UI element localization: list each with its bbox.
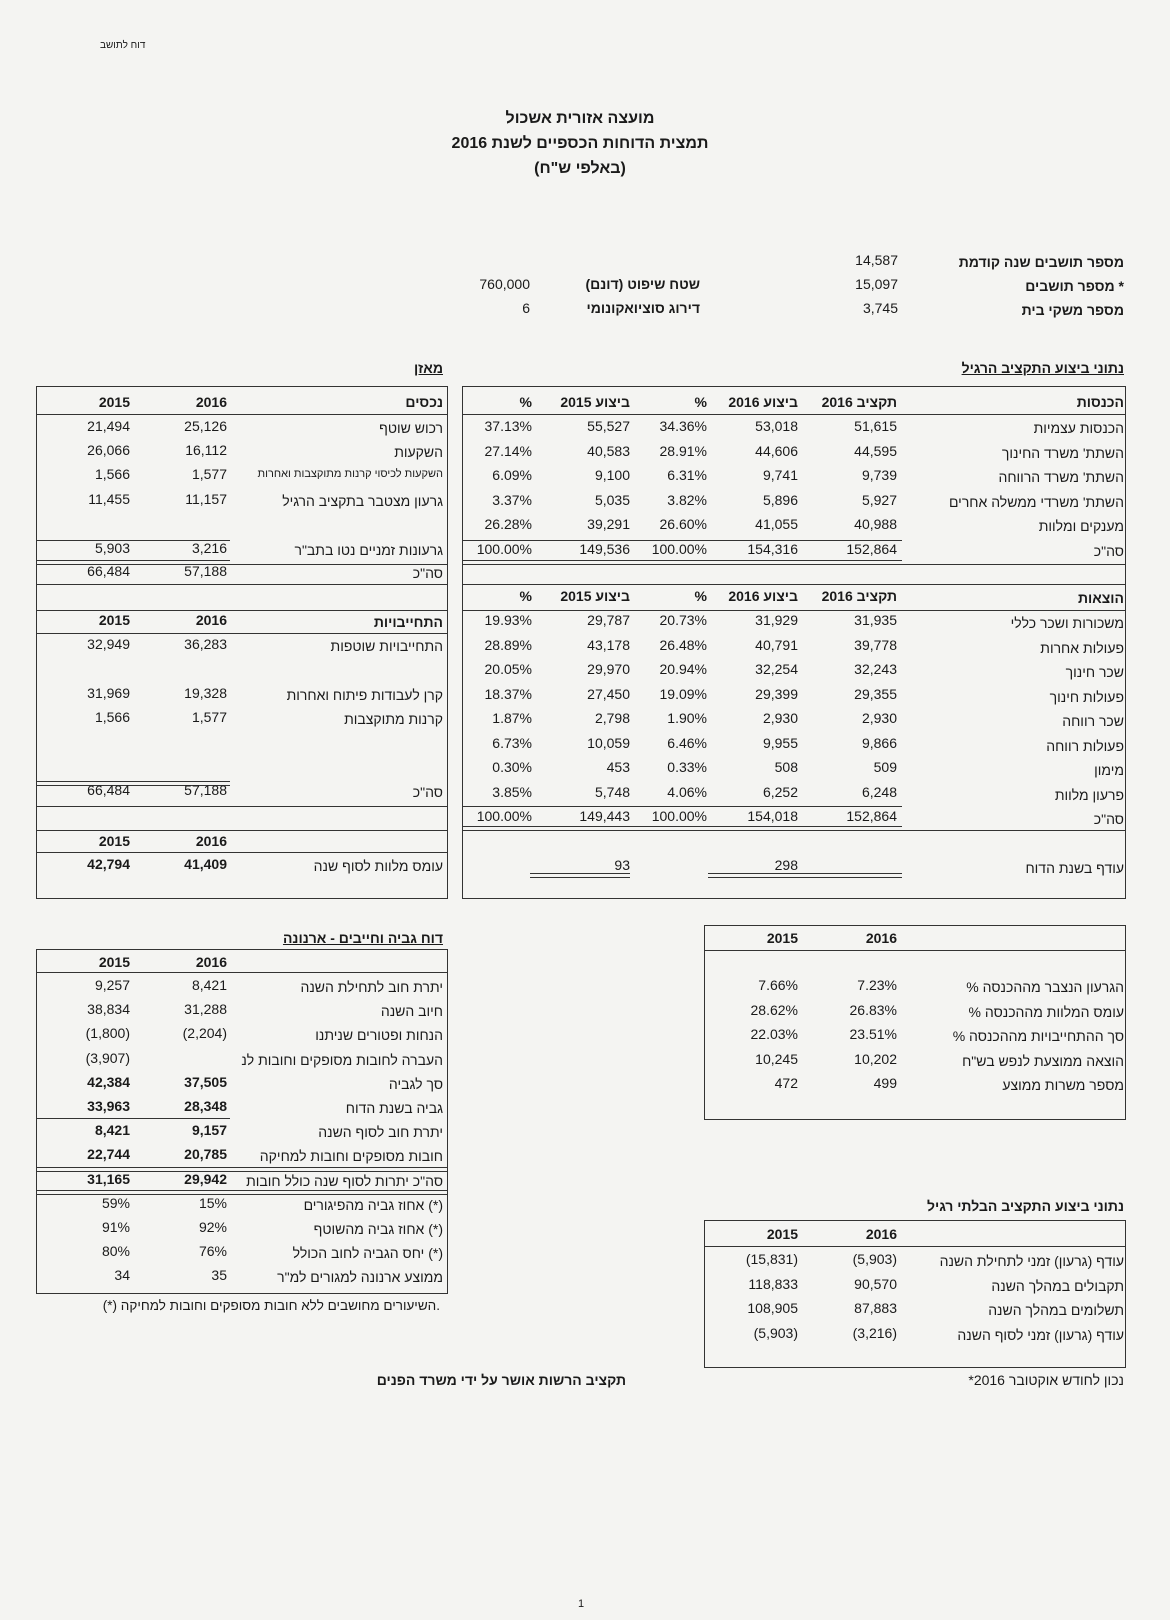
table-cell: 1.87% bbox=[492, 710, 532, 726]
table-cell: 57,188 bbox=[184, 563, 227, 579]
row-label: רכוש שוטף bbox=[379, 420, 443, 436]
table-cell: 31,165 bbox=[87, 1170, 130, 1187]
column-header: 2016 bbox=[865, 930, 897, 946]
table-cell: 10,245 bbox=[755, 1050, 798, 1067]
column-header: תקציב 2016 bbox=[821, 394, 897, 410]
table-cell: 31,288 bbox=[184, 1001, 227, 1018]
row-label: התחייבויות שוטפות bbox=[330, 638, 443, 654]
table-cell: 28,348 bbox=[184, 1098, 227, 1114]
column-header: 2015 bbox=[766, 930, 798, 946]
general-label: מספר תושבים שנה קודמת bbox=[958, 254, 1124, 270]
row-label: סך לגביה bbox=[388, 1075, 443, 1092]
table-cell: 152,864 bbox=[846, 540, 897, 557]
table-cell: 27,450 bbox=[587, 685, 630, 702]
table-cell: 108,905 bbox=[747, 1300, 798, 1316]
table-cell: 100.00% bbox=[651, 808, 707, 824]
table-cell: 33,963 bbox=[87, 1098, 130, 1114]
table-cell: 39,778 bbox=[854, 636, 897, 653]
table-cell: 499 bbox=[873, 1075, 897, 1091]
table-cell: 20.94% bbox=[659, 661, 707, 677]
table-cell: 3,216 bbox=[191, 540, 227, 556]
row-label: השקעות bbox=[394, 444, 443, 460]
column-header: 2016 bbox=[195, 394, 227, 410]
table-cell: 80% bbox=[101, 1243, 130, 1260]
table-cell: 298 bbox=[774, 857, 798, 873]
table-cell: 7.66% bbox=[758, 977, 798, 993]
column-header: ביצוע 2016 bbox=[728, 588, 798, 604]
table-cell: 44,595 bbox=[854, 442, 897, 459]
row-label: סה"כ bbox=[412, 784, 443, 800]
table-cell: 21,494 bbox=[87, 418, 130, 434]
column-header: 2016 bbox=[195, 954, 227, 970]
column-header: 2015 bbox=[766, 1226, 798, 1242]
table-cell: 6,248 bbox=[861, 783, 897, 800]
row-label: שכר רווחה bbox=[1062, 713, 1124, 729]
table-cell: 37.13% bbox=[484, 418, 532, 434]
table-cell: (5,903) bbox=[753, 1324, 798, 1341]
row-label: עומס מלוות לסוף שנה bbox=[313, 858, 443, 874]
general-value: 14,587 bbox=[855, 252, 898, 268]
table-cell: 34 bbox=[114, 1267, 130, 1284]
table-cell: 19,328 bbox=[184, 685, 227, 701]
table-cell: 39,291 bbox=[587, 516, 630, 532]
column-header: התחייבויות bbox=[373, 614, 443, 630]
row-label: העברה לחובות מסופקים וחובות לנ bbox=[241, 1051, 443, 1068]
table-cell: 1,566 bbox=[94, 709, 130, 725]
row-label: יחס הגביה לחוב הכולל (*) bbox=[292, 1245, 443, 1262]
table-cell: 38,834 bbox=[87, 1001, 130, 1018]
table-cell: 9,739 bbox=[861, 467, 897, 483]
table-cell: 15% bbox=[198, 1194, 227, 1211]
table-cell: 11,157 bbox=[185, 491, 227, 507]
table-cell: 5,035 bbox=[594, 491, 630, 508]
column-header: ביצוע 2016 bbox=[728, 394, 798, 410]
table-cell: 20.05% bbox=[484, 661, 532, 677]
column-header: נכסים bbox=[405, 394, 443, 410]
row-label: גרעון מצטבר בתקציב הרגיל bbox=[282, 493, 443, 509]
table-cell: 29,399 bbox=[755, 685, 798, 702]
column-header: 2016 bbox=[195, 833, 227, 849]
table-cell: 11,455 bbox=[88, 491, 130, 507]
table-cell: 40,791 bbox=[755, 636, 798, 653]
balance-title: מאזן bbox=[413, 360, 443, 376]
table-cell: 6.46% bbox=[667, 734, 707, 751]
column-header: תקציב 2016 bbox=[821, 588, 897, 604]
table-cell: 3.85% bbox=[492, 783, 532, 800]
table-cell: 1,566 bbox=[94, 466, 130, 482]
column-header: 2015 bbox=[98, 954, 130, 970]
table-cell: 18.37% bbox=[484, 685, 532, 702]
table-cell: 44,606 bbox=[755, 442, 798, 459]
row-label: השתת' משרד הרווחה bbox=[998, 469, 1124, 485]
table-cell: (15,831) bbox=[745, 1251, 798, 1267]
table-cell: 26.48% bbox=[659, 636, 707, 653]
row-label: סה"כ bbox=[1093, 811, 1124, 827]
general-label: מספר משקי בית bbox=[1021, 302, 1124, 318]
table-cell: 92% bbox=[198, 1219, 227, 1235]
table-cell: 40,988 bbox=[854, 516, 897, 532]
table-cell: 149,443 bbox=[579, 808, 630, 824]
row-label: שכר חינוך bbox=[1065, 664, 1124, 680]
row-label: חובות מסופקים וחובות למחיקה bbox=[259, 1148, 443, 1165]
row-label: עודף (גרעון) זמני לתחילת השנה bbox=[939, 1253, 1124, 1269]
socio-label: דירוג סוציואקונומי bbox=[586, 300, 700, 316]
row-label: % עומס המלוות מההכנסה bbox=[968, 1003, 1124, 1020]
table-cell: 10,202 bbox=[854, 1050, 897, 1067]
table-cell: 5,927 bbox=[861, 491, 897, 508]
table-cell: 29,355 bbox=[854, 685, 897, 702]
table-cell: 25,126 bbox=[184, 418, 227, 434]
collection-title: דוח גביה וחייבים - ארנונה bbox=[282, 930, 443, 946]
table-cell: 149,536 bbox=[579, 540, 630, 557]
table-cell: 100.00% bbox=[651, 540, 707, 557]
page-title: מועצה אזורית אשכול bbox=[505, 110, 655, 127]
table-cell: 34.36% bbox=[659, 418, 707, 434]
area-label: שטח שיפוט (דונם) bbox=[585, 276, 700, 292]
row-label: חיוב השנה bbox=[380, 1003, 443, 1020]
budget-title: נתוני ביצוע התקציב הרגיל bbox=[961, 360, 1124, 376]
general-value: 3,745 bbox=[862, 300, 898, 316]
table-cell: 6.73% bbox=[492, 734, 532, 751]
row-label: מספר משרות ממוצע bbox=[1002, 1077, 1124, 1093]
table-cell: 3.82% bbox=[667, 491, 707, 508]
row-label: הנחות ופטורים שניתנו bbox=[315, 1027, 443, 1044]
table-cell: 3.37% bbox=[492, 491, 532, 508]
row-label: תקבולים במהלך השנה bbox=[991, 1277, 1124, 1294]
table-cell: 66,484 bbox=[87, 563, 130, 579]
table-cell: 59% bbox=[101, 1194, 130, 1211]
row-label: השתת' משרדי ממשלה אחרים bbox=[948, 493, 1124, 510]
table-cell: 66,484 bbox=[87, 782, 130, 798]
table-cell: 1,577 bbox=[191, 709, 227, 725]
table-cell: 9,257 bbox=[94, 977, 130, 993]
table-cell: (2,204) bbox=[182, 1025, 227, 1042]
table-cell: 9,741 bbox=[762, 467, 798, 483]
table-cell: 19.93% bbox=[484, 612, 532, 628]
row-label: אחוז גביה מהפיגורים (*) bbox=[303, 1196, 443, 1213]
table-cell: 26,066 bbox=[87, 442, 130, 458]
row-label: סה"כ יתרות לסוף שנה כולל חובות bbox=[246, 1172, 443, 1189]
row-label: סה"כ bbox=[412, 565, 443, 581]
approval-note: תקציב הרשות אושר על ידי משרד הפנים bbox=[376, 1372, 626, 1388]
irregular-table bbox=[704, 1220, 1126, 1368]
irregular-title: נתוני ביצוע התקציב הבלתי רגיל bbox=[927, 1198, 1124, 1214]
table-cell: 154,316 bbox=[747, 540, 798, 557]
row-label: הכנסות עצמיות bbox=[1033, 420, 1124, 436]
column-header: ביצוע 2015 bbox=[560, 394, 630, 410]
table-cell: 32,254 bbox=[755, 661, 798, 677]
row-label: השקעות לכיסוי קרנות מתוקצבות ואחרות bbox=[257, 468, 443, 480]
table-cell: 472 bbox=[774, 1075, 798, 1091]
column-header: ביצוע 2015 bbox=[560, 588, 630, 604]
table-cell: 26.28% bbox=[484, 516, 532, 532]
table-cell: 5,896 bbox=[762, 491, 798, 508]
general-value: 15,097 bbox=[855, 276, 898, 292]
row-label: אחוז גביה מהשוטף (*) bbox=[313, 1221, 443, 1237]
table-cell: 55,527 bbox=[587, 418, 630, 434]
table-cell: 20.73% bbox=[659, 612, 707, 628]
table-cell: 87,883 bbox=[854, 1300, 897, 1316]
row-label: יתרת חוב לסוף השנה bbox=[318, 1124, 443, 1141]
table-cell: 508 bbox=[774, 759, 798, 775]
table-cell: 29,970 bbox=[587, 661, 630, 677]
row-label: משכורות ושכר כללי bbox=[1010, 615, 1124, 631]
table-cell: 2,930 bbox=[861, 710, 897, 726]
table-cell: 40,583 bbox=[587, 442, 630, 459]
row-label: ממוצע ארנונה למגורים למ"ר bbox=[277, 1269, 443, 1286]
table-cell: (5,903) bbox=[852, 1251, 897, 1267]
table-cell: 27.14% bbox=[484, 442, 532, 459]
table-cell: 37,505 bbox=[184, 1073, 227, 1090]
row-label: מענקים ומלוות bbox=[1038, 518, 1124, 534]
column-header: % bbox=[519, 394, 532, 410]
table-cell: 57,188 bbox=[184, 782, 227, 798]
row-label: עודף (גרעון) זמני לסוף השנה bbox=[957, 1326, 1124, 1343]
table-cell: 6.09% bbox=[492, 467, 532, 483]
table-cell: 10,059 bbox=[587, 734, 630, 751]
table-cell: 9,866 bbox=[861, 734, 897, 751]
table-cell: 28.91% bbox=[659, 442, 707, 459]
table-cell: 5,748 bbox=[594, 783, 630, 800]
table-cell: 16,112 bbox=[185, 442, 227, 458]
column-header: הכנסות bbox=[1076, 394, 1124, 410]
table-cell: 43,178 bbox=[587, 636, 630, 653]
table-cell: 100.00% bbox=[476, 540, 532, 557]
table-cell: 31,969 bbox=[87, 685, 130, 701]
row-label: השתת' משרד החינוך bbox=[1001, 444, 1124, 461]
row-label: סה"כ bbox=[1093, 542, 1124, 559]
row-label: פעולות אחרות bbox=[1040, 639, 1124, 656]
socio-value: 6 bbox=[522, 300, 530, 316]
table-cell: 32,243 bbox=[854, 661, 897, 677]
row-label: % סך ההתחייבויות מההכנסה bbox=[952, 1028, 1124, 1044]
table-cell: 26.83% bbox=[849, 1001, 897, 1018]
table-cell: 0.33% bbox=[667, 759, 707, 775]
table-cell: 1,577 bbox=[191, 466, 227, 482]
row-label: גביה בשנת הדוח bbox=[345, 1100, 443, 1116]
table-cell: 26.60% bbox=[659, 516, 707, 532]
column-header: 2016 bbox=[195, 612, 227, 628]
table-cell: 6,252 bbox=[762, 783, 798, 800]
column-header: 2015 bbox=[98, 833, 130, 849]
table-cell: 29,942 bbox=[184, 1170, 227, 1187]
report-tag: דוח לתושב bbox=[100, 40, 146, 51]
table-cell: 28.89% bbox=[484, 636, 532, 653]
table-cell: (3,216) bbox=[852, 1324, 897, 1341]
table-cell: 35 bbox=[211, 1267, 227, 1284]
table-cell: 31,935 bbox=[854, 612, 897, 628]
general-label: מספר תושבים * bbox=[1025, 278, 1124, 294]
row-label: קרנות מתוקצבות bbox=[344, 711, 443, 727]
units-note: (באלפי ש"ח) bbox=[534, 160, 626, 177]
column-header: 2015 bbox=[98, 612, 130, 628]
table-cell: (1,800) bbox=[85, 1025, 130, 1042]
column-header: הוצאות bbox=[1077, 590, 1124, 606]
table-cell: 118,833 bbox=[748, 1275, 798, 1292]
table-cell: 154,018 bbox=[747, 808, 798, 824]
table-cell: 42,384 bbox=[87, 1073, 130, 1090]
table-cell: 31,929 bbox=[755, 612, 798, 628]
table-cell: 19.09% bbox=[659, 685, 707, 702]
table-cell: 5,903 bbox=[94, 540, 130, 556]
table-cell: 93 bbox=[614, 857, 630, 873]
column-header: 2016 bbox=[865, 1226, 897, 1242]
table-cell: 90,570 bbox=[854, 1275, 897, 1292]
table-cell: 28.62% bbox=[750, 1001, 798, 1018]
table-cell: 23.51% bbox=[849, 1026, 897, 1042]
table-cell: 453 bbox=[606, 759, 630, 775]
row-label: עודף בשנת הדוח bbox=[1025, 860, 1124, 876]
table-cell: 2,798 bbox=[594, 710, 630, 726]
table-cell: 1.90% bbox=[667, 710, 707, 726]
table-cell: 53,018 bbox=[755, 418, 798, 434]
table-cell: 509 bbox=[873, 759, 897, 775]
collection-footnote: (*) השיעורים מחושבים ללא חובות מסופקים וחובות למחיקה. bbox=[102, 1298, 440, 1313]
table-cell: 8,421 bbox=[94, 1122, 130, 1139]
row-label: פרעון מלוות bbox=[1054, 786, 1124, 803]
column-header: % bbox=[694, 588, 707, 604]
column-header: % bbox=[694, 394, 707, 410]
row-label: פעולות חינוך bbox=[1049, 688, 1124, 705]
table-cell: 22,744 bbox=[87, 1146, 130, 1163]
page-subtitle: תמצית הדוחות הכספיים לשנת 2016 bbox=[451, 135, 709, 152]
table-cell: 32,949 bbox=[87, 636, 130, 652]
table-cell: 4.06% bbox=[667, 783, 707, 800]
row-label: קרן לעבודות פיתוח ואחרות bbox=[286, 687, 443, 703]
table-cell: 91% bbox=[101, 1219, 130, 1235]
table-cell: 2,930 bbox=[762, 710, 798, 726]
column-header: % bbox=[519, 588, 532, 604]
row-label: הוצאה ממוצעת לנפש בש"ח bbox=[962, 1052, 1124, 1069]
table-cell: 41,055 bbox=[755, 516, 798, 532]
table-cell: 20,785 bbox=[184, 1146, 227, 1163]
row-label: מימון bbox=[1094, 762, 1124, 778]
row-label: תשלומים במהלך השנה bbox=[988, 1302, 1124, 1318]
table-cell: 7.23% bbox=[857, 977, 897, 993]
page-number: 1 bbox=[578, 1598, 585, 1610]
table-cell: 9,100 bbox=[594, 467, 630, 483]
row-label: יתרת חוב לתחילת השנה bbox=[300, 979, 443, 995]
row-label: גרעונות זמניים נטו בתב"ר bbox=[294, 542, 443, 558]
table-cell: 9,157 bbox=[191, 1122, 227, 1139]
table-cell: 42,794 bbox=[87, 856, 130, 872]
table-cell: 22.03% bbox=[750, 1026, 798, 1042]
population-note: *נכון לחודש אוקטובר 2016 bbox=[968, 1372, 1124, 1388]
table-cell: 152,864 bbox=[846, 808, 897, 824]
table-cell: (3,907) bbox=[85, 1049, 130, 1066]
table-cell: 0.30% bbox=[492, 759, 532, 775]
table-cell: 36,283 bbox=[184, 636, 227, 652]
table-cell: 9,955 bbox=[762, 734, 798, 751]
table-cell: 8,421 bbox=[191, 977, 227, 993]
table-cell: 29,787 bbox=[587, 612, 630, 628]
area-value: 760,000 bbox=[479, 276, 530, 292]
row-label: פעולות רווחה bbox=[1046, 737, 1124, 754]
column-header: 2015 bbox=[98, 394, 130, 410]
table-cell: 51,615 bbox=[854, 418, 897, 434]
table-cell: 41,409 bbox=[184, 856, 227, 872]
table-cell: 76% bbox=[198, 1243, 227, 1260]
row-label: % הגרעון הנצבר מההכנסה bbox=[966, 979, 1124, 995]
table-cell: 6.31% bbox=[667, 467, 707, 483]
table-cell: 100.00% bbox=[476, 808, 532, 824]
